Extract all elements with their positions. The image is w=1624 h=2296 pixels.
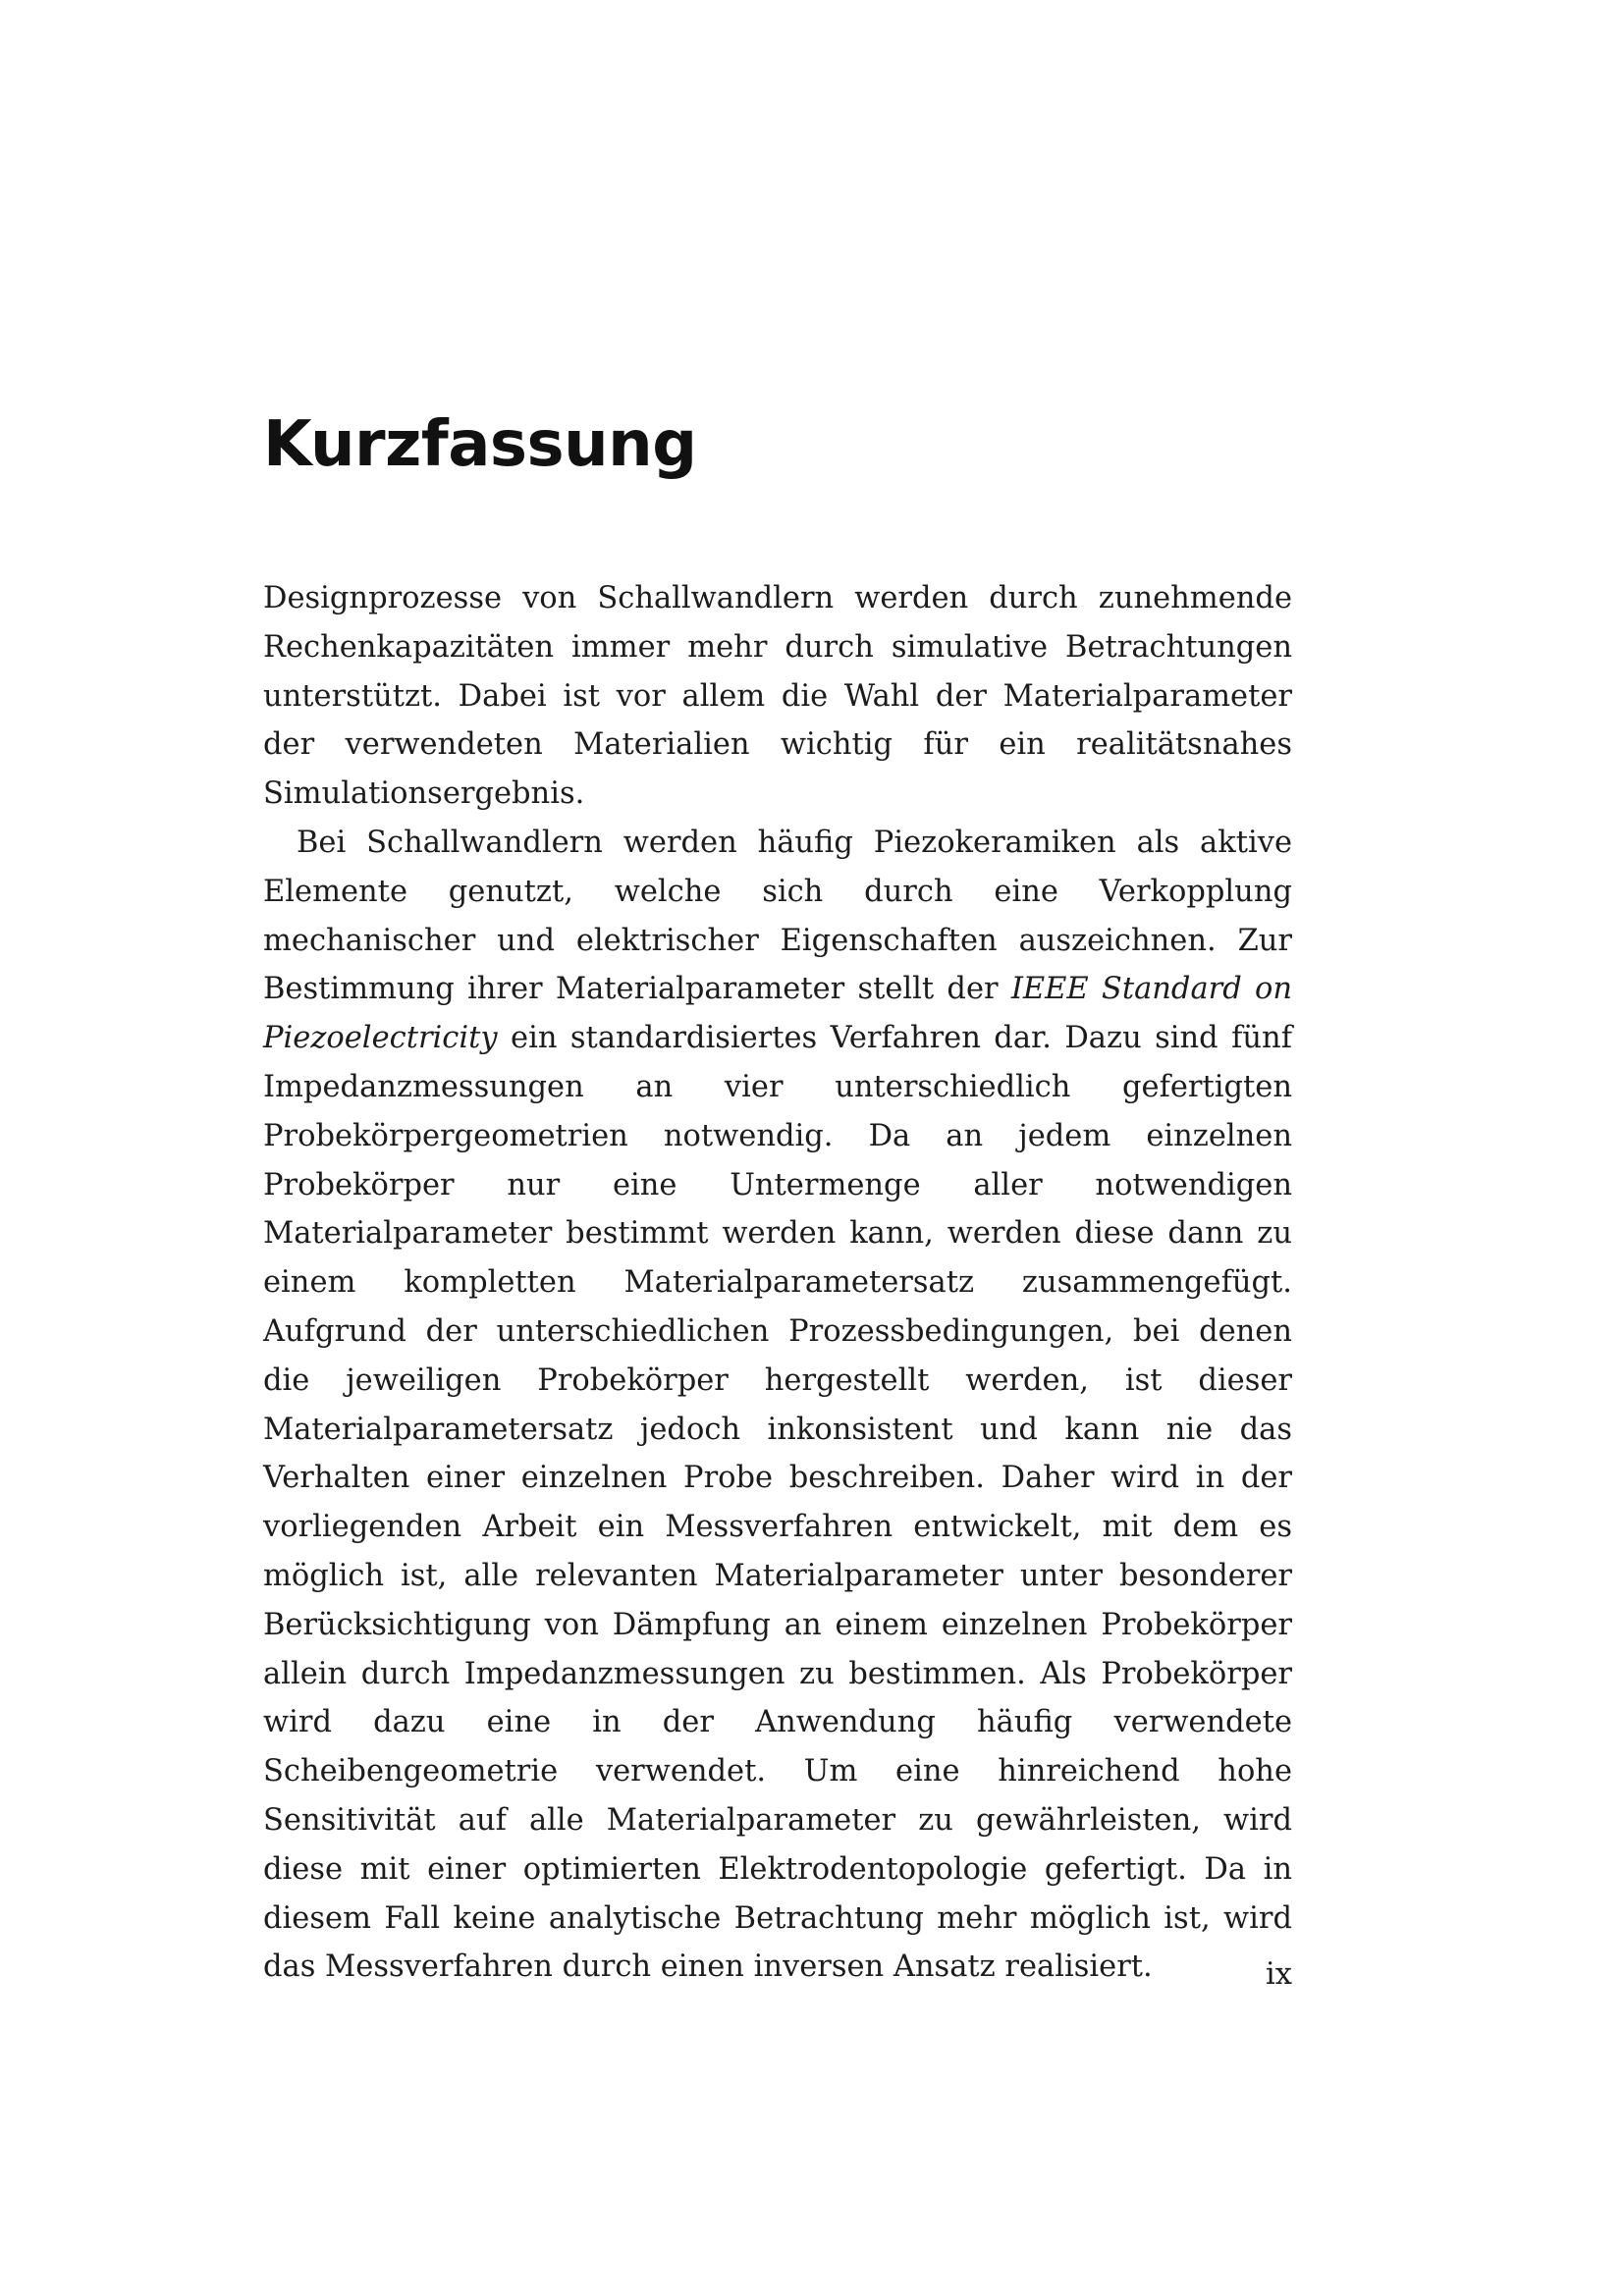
paragraph-1: Designprozesse von Schallwandlern werden durch zunehmende Rechenkapazitäten immer mehr durch simulative Betrachtungen unterstützt. Dabei ist vor allem die Wahl der Materialparameter der verwendeten Materialien wichtig für ein realitätsnahes Simulationsergebnis. [263, 581, 1292, 812]
paragraph-2-text-after: ein standardisiertes Verfahren dar. Dazu sind fünf Impedanzmessungen an vier unterschiedlich gefertigten Probekörpergeometrien notwendig. Da an jedem einzelnen Probekörper nur eine Untermenge aller notwendigen Materialparameter bestimmt werden kann, werden diese dann zu einem kompletten Materialparametersatz zusammengefügt. Aufgrund der unterschiedlichen Prozessbedingungen, bei denen die jeweiligen Probekörper hergestellt werden, ist dieser Materialparametersatz jedoch inkonsistent und kann nie das Verhalten einer einzelnen Probe beschreiben. Daher wird in der vorliegenden Arbeit ein Messverfahren entwickelt, mit dem es möglich ist, alle relevanten Materialparameter unter besonderer Berücksichtigung von Dämpfung an einem einzelnen Probekörper allein durch Impedanzmessungen zu bestimmen. Als Probekörper wird dazu eine in der Anwendung häufig verwendete Scheibengeometrie verwendet. Um eine hinreichend hohe Sensitivität auf alle Materialparameter zu gewährleisten, wird diese mit einer optimierten Elektrodentopologie gefertigt. Da in diesem Fall keine analytische Betrachtung mehr möglich ist, wird das Messverfahren durch einen inversen Ansatz realisiert. [263, 1021, 1292, 1985]
standard-title-emphasis: IEEE Standard on Piezoelectricity [263, 972, 1292, 1056]
paragraph-2 [263, 819, 1292, 1992]
abstract-body [263, 574, 1292, 1992]
page-number: ix [1266, 1957, 1292, 1992]
chapter-title: Kurzfassung [263, 408, 697, 481]
paragraph-2-text-before: Bei Schallwandlern werden häufig Piezokeramiken als aktive Elemente genutzt, welche sich durch eine Verkopplung mechanischer und elektrischer Eigenschaften auszeichnen. Zur Bestimmung ihrer Materialparameter stellt der [263, 825, 1292, 1007]
